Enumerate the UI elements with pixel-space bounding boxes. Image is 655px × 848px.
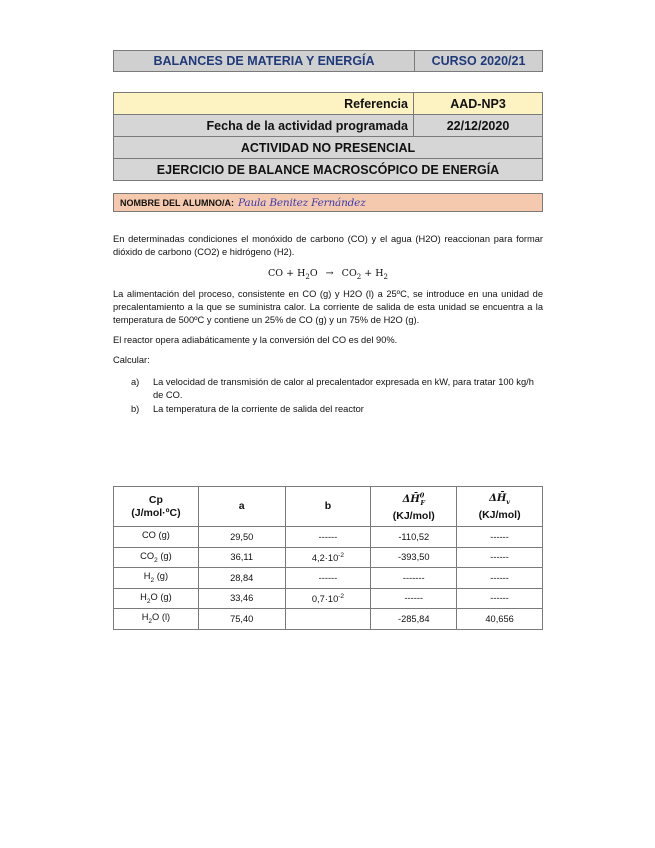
date-label: Fecha de la actividad programada <box>114 115 414 136</box>
date-row <box>114 115 542 137</box>
reference-label: Referencia <box>114 93 414 114</box>
intro-paragraph: En determinadas condiciones el monóxido de carbono (CO) y el agua (H2O) reaccionan para formar dióxido de carbono (CO2) e hidrógeno (H2). <box>113 234 543 257</box>
species-cell: CO (g) <box>114 527 199 548</box>
hf-cell: -285,84 <box>371 609 457 630</box>
hv-cell: ------ <box>457 547 543 568</box>
species-cell: $CO_2$ (g) <box>114 547 199 568</box>
hf-cell: ------- <box>371 568 457 589</box>
header-enthalpy-vaporization: $\Delta H̄_v$ (KJ/mol) <box>457 487 543 527</box>
calcular-label: Calcular: <box>113 355 150 365</box>
reactor-paragraph: El reactor opera adiabáticamente y la conversión del CO es del 90%. <box>113 335 398 345</box>
reference-row <box>114 93 542 115</box>
table-row <box>114 527 543 548</box>
list-marker: a) <box>131 377 140 387</box>
eq-reactant-h2o: $H_2O$ <box>297 268 318 281</box>
subject-title: BALANCES DE MATERIA Y ENERGÍA <box>114 51 415 71</box>
table-row <box>114 568 543 589</box>
header-cp: Cp (J/mol·ºC) <box>114 487 199 527</box>
student-name-field <box>113 193 543 212</box>
b-cell: $4,2\cdot 10^{-2}$ <box>285 547 371 568</box>
hv-cell: 40,656 <box>457 609 543 630</box>
a-cell: 33,46 <box>198 588 285 609</box>
thermo-data-table <box>113 486 543 630</box>
b-cell: $0,7\cdot 10^{-2}$ <box>285 588 371 609</box>
student-signature: Paula Benitez Fernández <box>238 196 366 209</box>
hv-cell: ------ <box>457 588 543 609</box>
course-header <box>113 50 543 72</box>
hf-cell: ------ <box>371 588 457 609</box>
list-text: La velocidad de transmisión de calor al precalentador expresada en kW, para tratar 100 kg/h de CO. <box>153 377 534 400</box>
list-marker: b) <box>131 403 140 414</box>
table-row <box>114 609 543 630</box>
hv-cell: ------ <box>457 527 543 548</box>
reaction-equation: CO + $H_2O \to CO_2 + H_2$ <box>268 268 388 281</box>
header-enthalpy-formation: ΔH̄$^0_F$ (KJ/mol) <box>371 487 457 527</box>
activity-type: ACTIVIDAD NO PRESENCIAL <box>114 137 542 159</box>
species-cell: $H_2O$ (l) <box>114 609 199 630</box>
reference-value: AAD-NP3 <box>450 96 506 111</box>
species-cell: $H_2O$ (g) <box>114 588 199 609</box>
header-a: a <box>198 487 285 527</box>
list-text: La temperatura de la corriente de salida del reactor <box>153 403 364 414</box>
course-year: CURSO 2020/21 <box>431 54 526 68</box>
reference-table <box>113 92 543 181</box>
hf-cell: -110,52 <box>371 527 457 548</box>
list-item <box>113 403 543 416</box>
b-cell: ------ <box>285 527 371 548</box>
a-cell: 29,50 <box>198 527 285 548</box>
hv-cell: ------ <box>457 568 543 589</box>
eq-product-co2: $CO_2$ <box>341 268 362 281</box>
question-list <box>113 376 543 416</box>
table-row <box>114 588 543 609</box>
header-b: b <box>285 487 371 527</box>
feed-paragraph: La alimentación del proceso, consistente en CO (g) y H2O (l) a 25ºC, se introduce en una unidad de precalentamiento a la que se suministra calor. La corriente de salida de esta unidad se encuentra a la temperatura de 500ºC y contiene un 25% de CO (g) y un 75% de H2O (g). <box>113 289 543 325</box>
date-value: 22/12/2020 <box>446 118 510 133</box>
hf-cell: -393,50 <box>371 547 457 568</box>
list-item <box>113 376 543 402</box>
species-cell: $H_2$ (g) <box>114 568 199 589</box>
student-name-label: NOMBRE DEL ALUMNO/A: <box>120 197 234 208</box>
a-cell: 36,11 <box>198 547 285 568</box>
eq-arrow: → <box>325 268 334 279</box>
exercise-title: EJERCICIO DE BALANCE MACROSCÓPICO DE ENERGÍA <box>114 159 542 181</box>
eq-product-h2: $H_2$ <box>375 268 388 281</box>
table-row <box>114 547 543 568</box>
eq-reactant-co: CO <box>268 268 284 279</box>
b-cell <box>285 609 371 630</box>
table-header-row <box>114 487 543 527</box>
a-cell: 75,40 <box>198 609 285 630</box>
b-cell: ------ <box>285 568 371 589</box>
a-cell: 28,84 <box>198 568 285 589</box>
